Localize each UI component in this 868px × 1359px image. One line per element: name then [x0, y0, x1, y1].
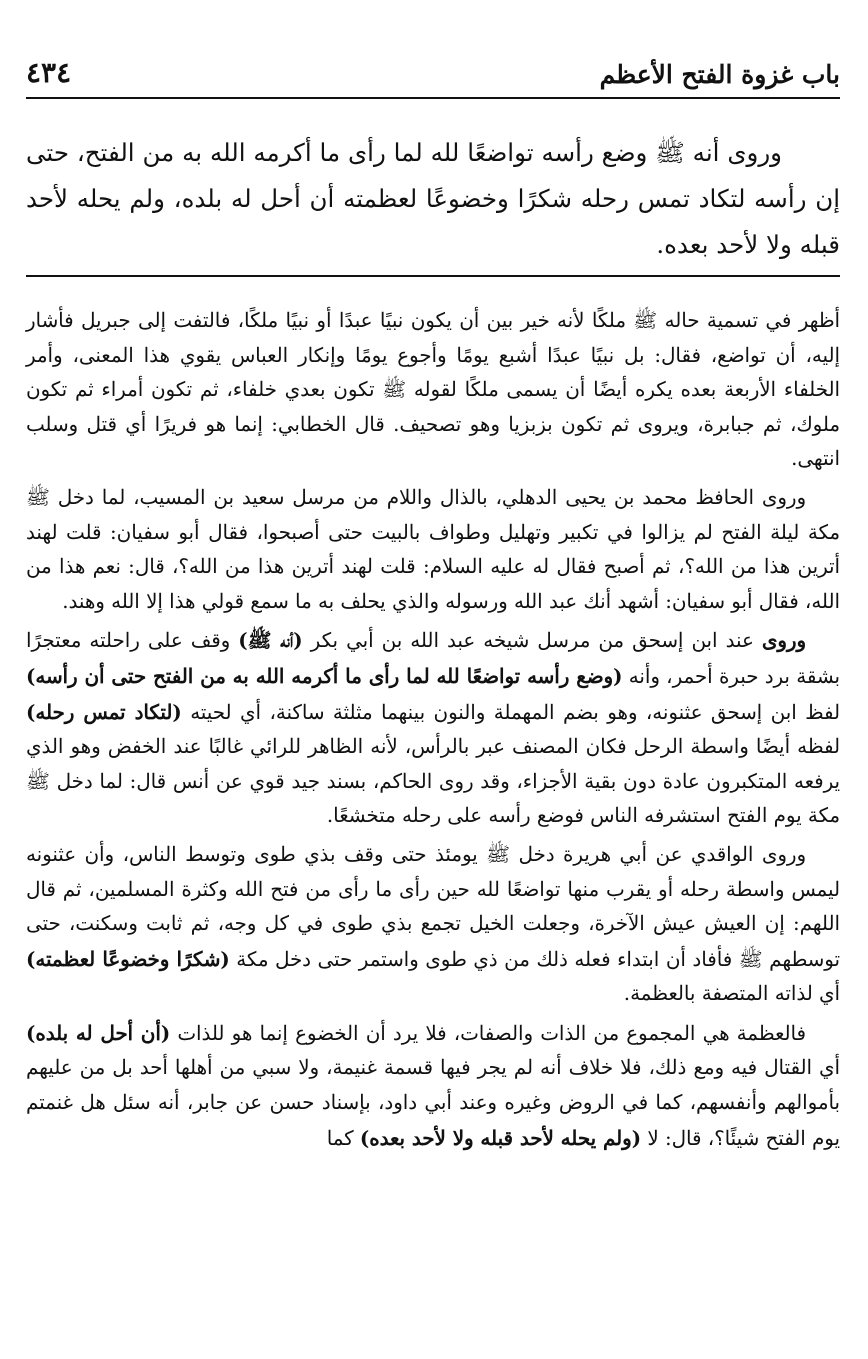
commentary-text: لفظه أيضًا واسطة الرحل فكان المصنف عبر بالرأس، لأنه الظاهر للرائي غالبًا عند الخفض وهو الذي يرفعه المتكبرون عادة دون بقية الأجزاء، وقد روى الحاكم، بسند جيد قوي عن أنس قال: لما دخل ﷺ مكة يوم الفتح استشرفه الناس فوضع رأسه على رحله متخشعًا. — [26, 735, 840, 828]
commentary-paragraph-2: وروى الحافظ محمد بن يحيى الدهلي، بالذال واللام من مرسل سعيد بن المسيب، لما دخل ﷺ مكة ليلة الفتح لم يزالوا في تكبير وتهليل وطواف بالبيت حتى أصبحوا، فقال أبو سفيان: قلت لهند أترين هذا من الله؟، ثم أصبح فقال له عليه السلام: قلت لهند أترين هذا من الله؟، قال: نعم هذا من الله، فقال أبو سفيان: أشهد أنك عبد الله ورسوله والذي يحلف به ما سمع قولي هذا إلا الله وهند. — [26, 485, 840, 613]
commentary-block — [26, 304, 840, 1160]
commentary-paragraph-3 — [26, 623, 840, 834]
quoted-text: وروى — [761, 628, 807, 653]
quoted-text: (وضع رأسه تواضعًا لله لما رأى ما أكرمه الله به من الفتح حتى أن رأسه) — [26, 663, 623, 688]
commentary-text: وروى الواقدي عن أبي هريرة دخل ﷺ يومئذ حتى وقف بذي طوى وتوسط الناس، وأن عثنونه ليمس واسطة رحله أو يقرب منها تواضعًا لله حين رأى ما رأى من فتح الله وكثرة المسلمين، ثم قال اللهم: إن العيش عيش الآخرة، وجعلت الخيل تجمع بذي طوى في كل وجه، ثم ثابت وسكنت، حتى توسطهم ﷺ فأفاد أن ابتداء فعله ذلك من ذي طوى واستمر حتى دخل مكة — [26, 842, 840, 971]
commentary-paragraph-4 — [26, 838, 840, 1012]
commentary-text: كما — [326, 1126, 360, 1150]
commentary-paragraph-1: أظهر في تسمية حاله ﷺ ملكًا لأنه خير بين أن يكون نبيًا عبدًا أو نبيًا ملكًا، فالتفت إلى جبريل فأشار إليه، أن تواضع، فقال: بل نبيًا عبدًا أشبع يومًا وأجوع يومًا وإنكار العباس يقوي هذا المعنى، وأمر الخلفاء الأربعة بعده يكره أيضًا أن يسمى ملكًا لقوله ﷺ تكون بعدي خلفاء، ثم تكون أمراء ثم تكون ملوك، ثم جبابرة، ويروى ثم تكون بزبزيا وهو تصحيف. قال الخطابي: إنما هو فريرًا أي قتل وسلب انتهى. — [26, 309, 840, 471]
commentary-text: لفظ ابن إسحق عثنونه، وهو بضم المهملة والنون بينهما مثلثة ساكنة، أي لحيته — [181, 700, 840, 724]
commentary-text: عند ابن إسحق من مرسل شيخه عبد الله بن أبي بكر — [302, 629, 762, 653]
page-number: ٤٣٤ — [26, 56, 72, 89]
quoted-text: (لتكاد تمس رحله) — [26, 699, 182, 724]
quoted-text: (أن أحل له بلده) — [26, 1020, 171, 1045]
quoted-text: (أنه ﷺ) — [238, 628, 303, 653]
commentary-text: أي لذاته المتصفة بالعظمة. — [623, 982, 840, 1006]
commentary-text: فالعظمة هي المجموع من الذات والصفات، فلا يرد أن الخضوع إنما هو للذات — [170, 1021, 806, 1045]
main-text-paragraph: وروى أنه ﷺ وضع رأسه تواضعًا لله لما رأى ما أكرمه الله به من الفتح، حتى إن رأسه لتكاد تمس رحله شكرًا وخضوعًا لعظمته أن أحل له بلده، ولم يحله لأحد قبله ولا لأحد بعده. — [26, 138, 840, 259]
quoted-text: (ولم يحله لأحد قبله ولا لأحد بعده) — [359, 1125, 642, 1150]
chapter-title: باب غزوة الفتح الأعظم — [599, 60, 840, 89]
commentary-paragraph-5 — [26, 1016, 840, 1156]
main-text-block — [26, 130, 840, 268]
text-divider — [26, 275, 840, 277]
quoted-text: (شكرًا وخضوعًا لعظمته) — [26, 946, 230, 971]
commentary-text: وقف على راحلته معتجرًا بشقة برد حبرة أحمر، وأنه — [26, 629, 841, 688]
commentary-text: أي القتال فيه ومع ذلك، فلا خلاف أنه لم يجر فيها قسمة غنيمة، ولا سبي من أهلها أحد بل من عليهم بأموالهم وأنفسهم، كما في الروض وغيره وعند أبي داود، بإسناد حسن عن جابر، أنه سئل هل غنمتم يوم الفتح شيئًا؟، قال: لا — [26, 1056, 840, 1150]
page-header — [26, 52, 840, 92]
header-rule — [26, 97, 840, 99]
